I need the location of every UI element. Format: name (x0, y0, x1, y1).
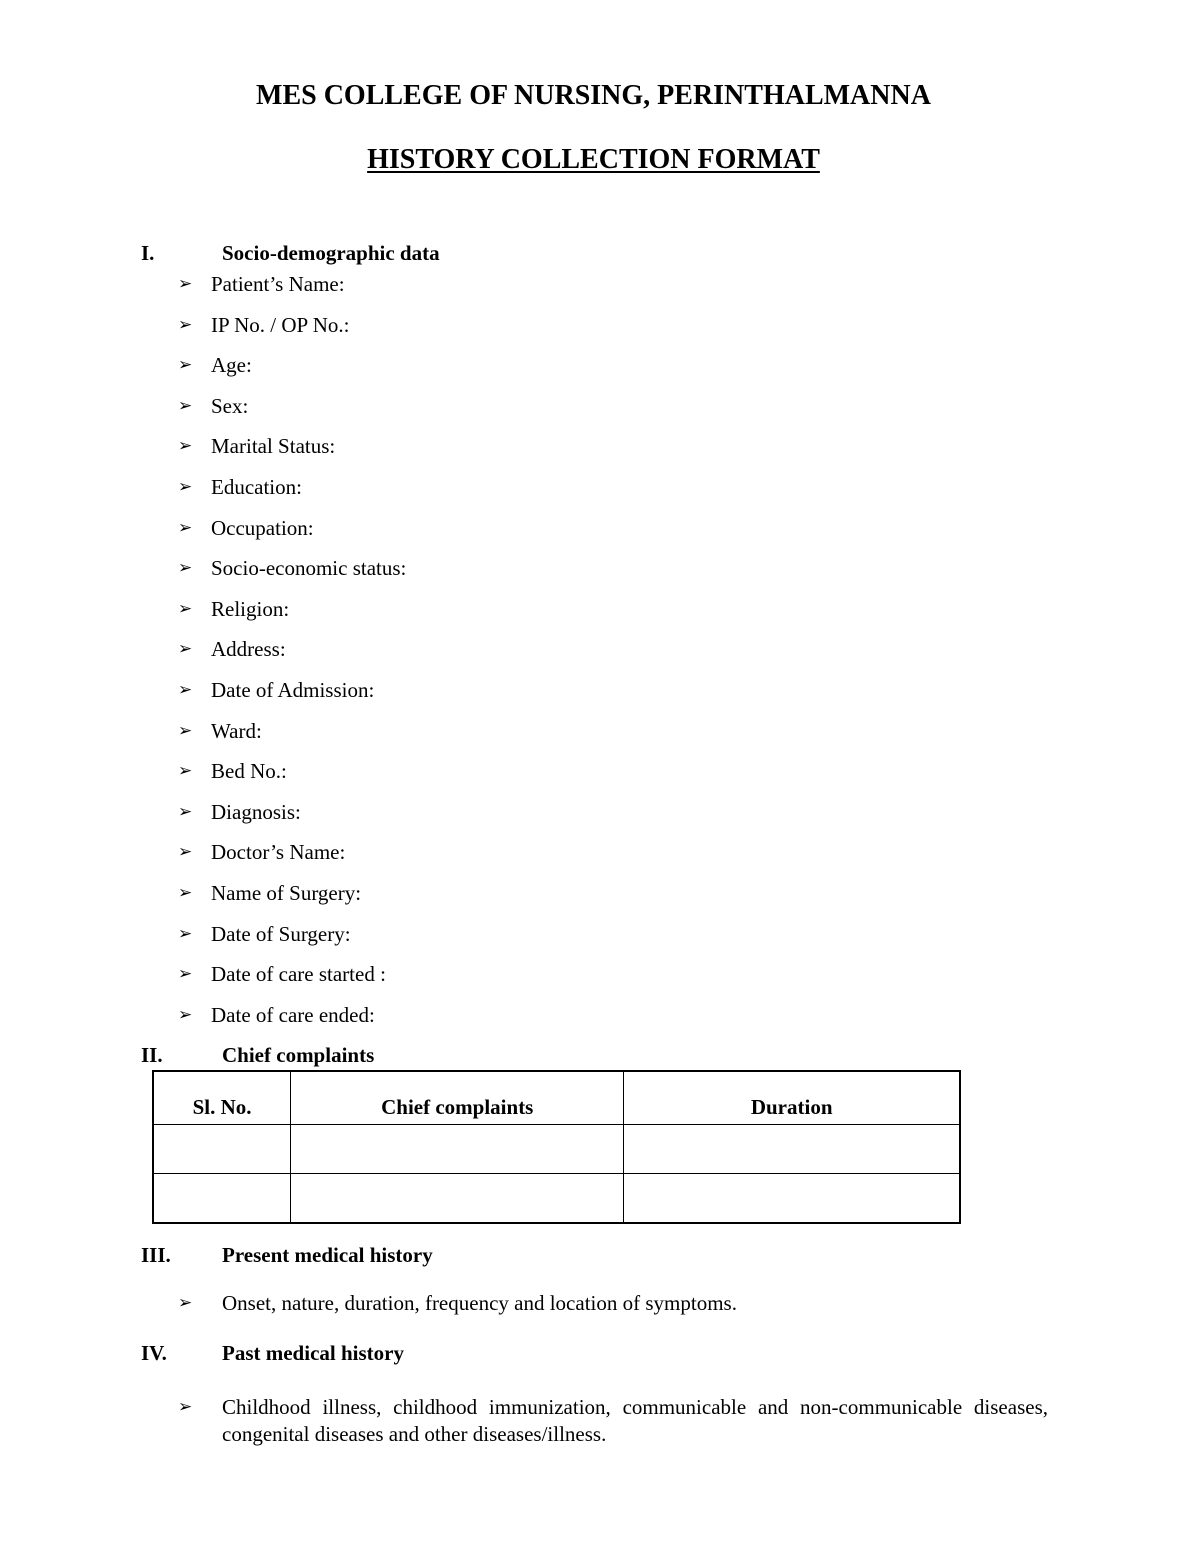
table-row (153, 1174, 960, 1224)
paragraph-text: Onset, nature, duration, frequency and location of symptoms. (222, 1291, 737, 1315)
column-header-duration: Duration (624, 1071, 960, 1125)
table-cell[interactable] (624, 1174, 960, 1224)
arrow-bullet-icon: ➢ (178, 639, 193, 660)
list-item (178, 555, 406, 596)
list-item (178, 596, 406, 637)
section-3-heading (141, 1242, 433, 1268)
present-history-item (178, 1290, 878, 1317)
field-label: Education: (211, 474, 302, 499)
past-history-item (178, 1394, 1048, 1448)
field-label: Name of Surgery: (211, 880, 362, 905)
section-title: Past medical history (222, 1341, 404, 1365)
arrow-bullet-icon: ➢ (178, 761, 193, 782)
table-cell[interactable] (153, 1125, 291, 1174)
arrow-bullet-icon: ➢ (178, 476, 193, 497)
field-label: Doctor’s Name: (211, 840, 346, 865)
paragraph-text: Childhood illness, childhood immunization, communicable and non-communicable diseases, congenital diseases and other diseases/illness. (222, 1395, 1048, 1446)
arrow-bullet-icon: ➢ (178, 558, 193, 579)
table-header-row (153, 1071, 960, 1125)
field-label: Ward: (211, 718, 262, 743)
list-item (178, 758, 406, 799)
table-cell[interactable] (291, 1125, 624, 1174)
arrow-bullet-icon: ➢ (178, 1397, 193, 1417)
field-label: Patient’s Name: (211, 272, 345, 296)
field-label: Date of Surgery: (211, 921, 351, 946)
list-item (178, 1002, 406, 1043)
list-item (178, 718, 406, 759)
arrow-bullet-icon: ➢ (178, 882, 193, 903)
field-label: Bed No.: (211, 759, 287, 784)
field-label: Address: (211, 637, 286, 662)
list-item (178, 352, 406, 393)
arrow-bullet-icon: ➢ (178, 842, 193, 863)
table-row (153, 1125, 960, 1174)
list-item (178, 961, 406, 1002)
arrow-bullet-icon: ➢ (178, 720, 193, 741)
list-item (178, 921, 406, 962)
section-1-heading (141, 240, 440, 266)
section-number: II. (141, 1043, 163, 1067)
section-2-heading (141, 1042, 374, 1068)
chief-complaints-table (152, 1070, 961, 1224)
arrow-bullet-icon: ➢ (178, 679, 193, 700)
arrow-bullet-icon: ➢ (178, 1004, 193, 1025)
column-header-chief-complaints: Chief complaints (291, 1071, 624, 1125)
list-item (178, 799, 406, 840)
field-label: Marital Status: (211, 434, 336, 459)
arrow-bullet-icon: ➢ (178, 395, 193, 416)
arrow-bullet-icon: ➢ (178, 314, 193, 335)
section-number: I. (141, 241, 155, 265)
list-item (178, 880, 406, 921)
arrow-bullet-icon: ➢ (178, 436, 193, 457)
list-item (178, 839, 406, 880)
section-4-heading (141, 1340, 404, 1366)
field-label: Occupation: (211, 515, 314, 540)
list-item (178, 636, 406, 677)
field-label: Sex: (211, 393, 249, 418)
field-label: Age: (211, 353, 252, 378)
socio-demographic-list (178, 271, 406, 1042)
field-label: Socio-economic status: (211, 556, 407, 581)
list-item (178, 474, 406, 515)
form-title: HISTORY COLLECTION FORMAT (367, 144, 820, 175)
arrow-bullet-icon: ➢ (178, 1293, 193, 1313)
table-cell[interactable] (291, 1174, 624, 1224)
list-item (178, 433, 406, 474)
section-title: Chief complaints (222, 1043, 375, 1067)
section-title: Socio-demographic data (222, 241, 440, 265)
section-number: III. (141, 1243, 171, 1267)
field-label: Date of care ended: (211, 1002, 375, 1027)
arrow-bullet-icon: ➢ (178, 355, 193, 376)
list-item (178, 271, 406, 312)
list-item (178, 312, 406, 353)
column-header-sl-no: Sl. No. (153, 1071, 291, 1125)
list-item (178, 515, 406, 556)
arrow-bullet-icon: ➢ (178, 923, 193, 944)
list-item (178, 393, 406, 434)
table-cell[interactable] (153, 1174, 291, 1224)
arrow-bullet-icon: ➢ (178, 598, 193, 619)
arrow-bullet-icon: ➢ (178, 274, 193, 294)
section-title: Present medical history (222, 1243, 433, 1267)
field-label: Date of Admission: (211, 677, 375, 702)
arrow-bullet-icon: ➢ (178, 801, 193, 822)
table-cell[interactable] (624, 1125, 960, 1174)
list-item (178, 677, 406, 718)
arrow-bullet-icon: ➢ (178, 517, 193, 538)
field-label: IP No. / OP No.: (211, 312, 350, 337)
field-label: Diagnosis: (211, 799, 301, 824)
field-label: Religion: (211, 596, 290, 621)
section-number: IV. (141, 1341, 167, 1365)
field-label: Date of care started : (211, 962, 386, 987)
college-name: MES COLLEGE OF NURSING, PERINTHALMANNA (256, 80, 931, 111)
arrow-bullet-icon: ➢ (178, 964, 193, 985)
